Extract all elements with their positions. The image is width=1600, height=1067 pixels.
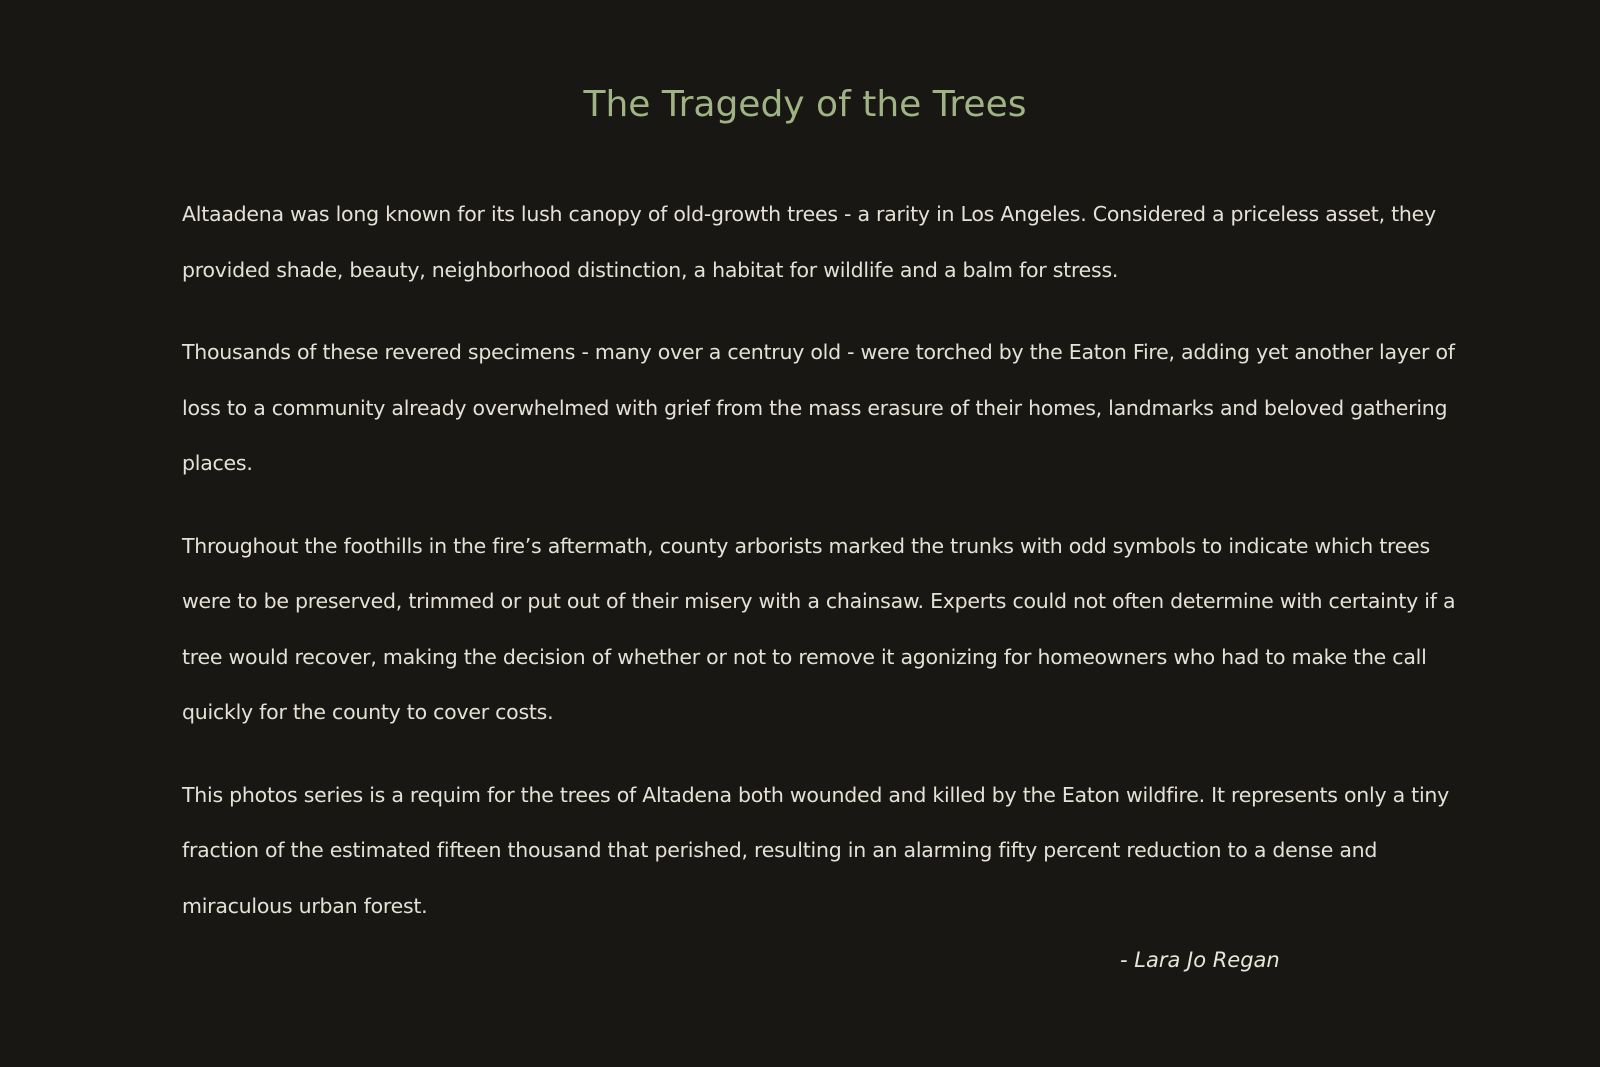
paragraph-3: Throughout the foothills in the fire’s aftermath, county arborists marked the trunks with odd symbols to indicate which trees were to be preserved, trimmed or put out of their misery with a chainsaw. Experts could not often determine with certainty if a tree would recover, making the decision of whether or not to remove it agonizing for homeowners who had to make the call quickly for the county to cover costs. [182,533,1456,724]
paragraph-4: This photos series is a requim for the trees of Altadena both wounded and killed by the Eaton wildfire. It represents only a tiny fraction of the estimated fifteen thousand that perished, resulting in an alarming fifty percent reduction to a dense and miraculous urban forest. [182,782,1450,918]
paragraph-1: Altaadena was long known for its lush canopy of old-growth trees - a rarity in Los Angeles. Considered a priceless asset, they provided shade, beauty, neighborhood distinction, a habitat for wildlife and a balm for stress. [182,202,1436,282]
paragraph-2: Thousands of these revered specimens - many over a centruy old - were torched by the Eaton Fire, adding yet another layer of loss to a community already overwhelmed with grief from the mass erasure of their homes, landmarks and beloved gathering places. [182,340,1455,475]
statement-body [182,187,1464,961]
author-signature: - Lara Jo Regan [1120,948,1280,972]
page-title: The Tragedy of the Trees [583,84,1027,125]
